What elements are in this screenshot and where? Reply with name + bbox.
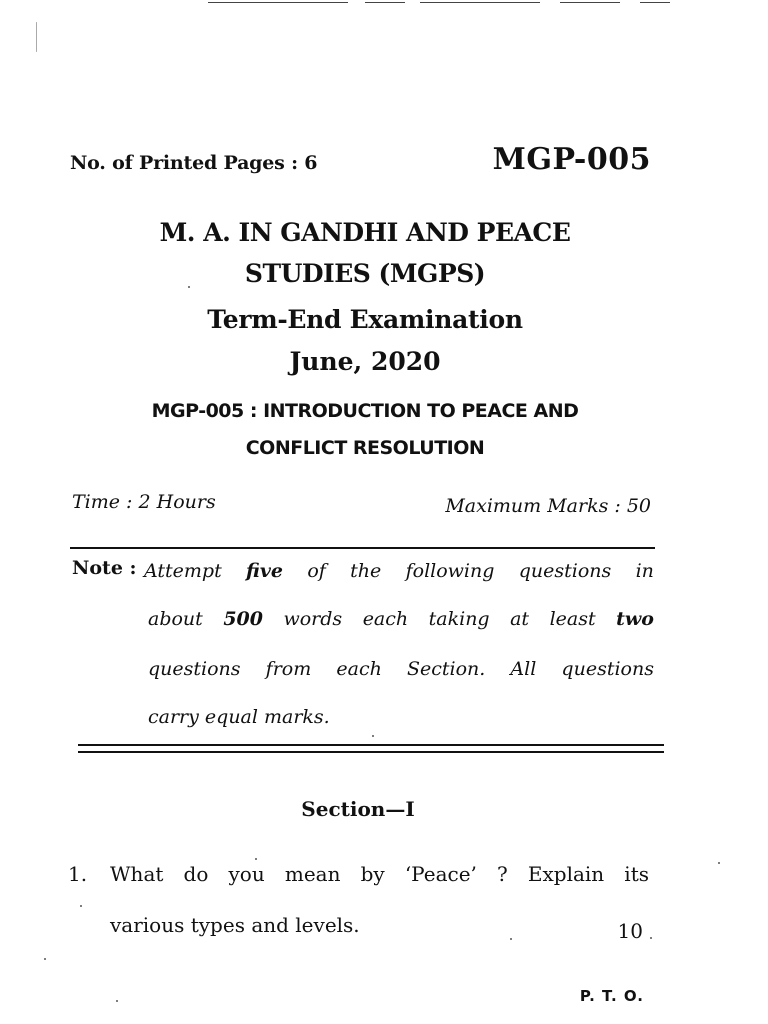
note-word: each [336,658,382,680]
note-word: two [616,608,654,630]
note-word: least [549,608,596,630]
scan-speck [44,958,46,960]
note-word: five [246,560,283,582]
note-word: from [265,658,312,680]
scan-speck [650,937,652,939]
note-word: taking [428,608,490,630]
exam-date: June, 2020 [289,347,441,376]
note-word: Section. [406,658,486,680]
program-title-line-2: STUDIES (MGPS) [244,259,486,288]
course-title-line-1: MGP-005 : INTRODUCTION TO PEACE AND [151,400,579,422]
question-word: mean [284,862,341,886]
note-line-4: carry equal marks. [148,706,330,728]
note-word: 500 [223,608,263,630]
question-word: ‘Peace’ [404,862,477,886]
note-word: at [510,608,530,630]
note-word: words [283,608,343,630]
note-word: of [307,560,326,582]
scan-speck [80,905,82,907]
note-line-2 [148,608,654,630]
question-marks: 10 [617,919,643,943]
note-line-1 [144,560,654,582]
question-text-line-2: various types and levels. [110,913,360,937]
question-word: its [624,862,649,886]
question-word: do [183,862,209,886]
program-title-line-1: M. A. IN GANDHI AND PEACE [159,218,571,247]
printed-pages-count: No. of Printed Pages : 6 [70,152,318,174]
scan-speck [718,862,720,864]
question-word: ? [497,862,508,886]
divider-single [70,547,655,549]
question-number: 1. [68,862,88,886]
note-word: All [510,658,537,680]
scan-speck [255,858,257,860]
question-text-line-1 [110,862,649,886]
question-word: What [110,862,164,886]
scan-artifact-line [0,0,768,10]
note-word: questions [148,658,241,680]
paper-code: MGP-005 [492,142,651,177]
divider-double-top [78,744,664,746]
please-turn-over: P. T. O. [579,987,644,1005]
note-word: questions [518,560,612,582]
question-word: by [360,862,385,886]
divider-double-bottom [78,751,664,753]
question-word: Explain [527,862,605,886]
scan-speck [36,22,37,52]
note-label: Note : [72,557,137,579]
note-word: each [362,608,409,630]
scan-speck [188,286,190,288]
note-line-3 [148,658,654,680]
note-word: in [635,560,654,582]
note-word: following [405,560,495,582]
scan-speck [510,938,512,940]
course-title-line-2: CONFLICT RESOLUTION [245,437,485,459]
scan-speck [116,1000,118,1002]
question-word: you [228,862,265,886]
note-word: questions [561,658,654,680]
note-word: about [148,608,203,630]
maximum-marks: Maximum Marks : 50 [445,495,651,517]
section-heading: Section—I [301,797,415,821]
time-allowed: Time : 2 Hours [72,491,216,513]
exam-type: Term-End Examination [207,305,523,334]
scan-speck [372,735,374,737]
note-word: Attempt [144,560,222,582]
note-word: the [350,560,382,582]
